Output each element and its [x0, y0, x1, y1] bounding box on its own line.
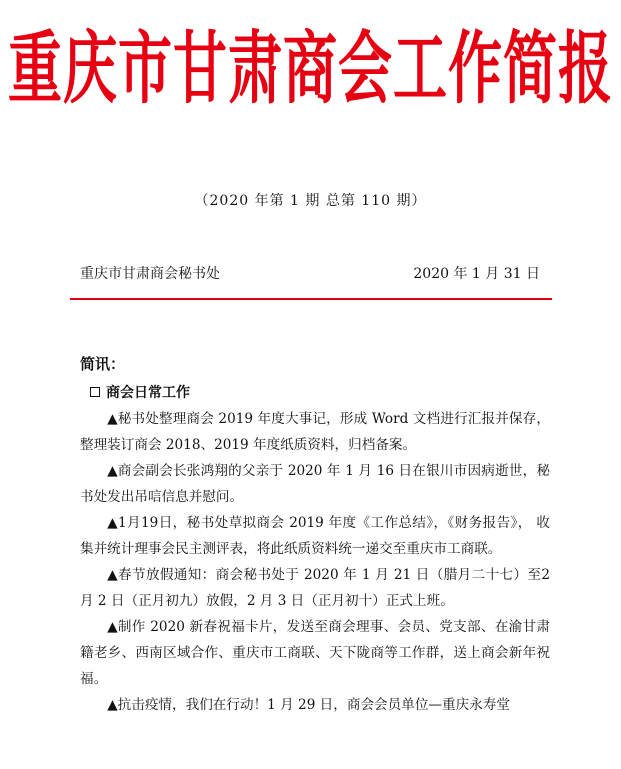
paragraph: ▲秘书处整理商会 2019 年度大事记，形成 Word 文档进行汇报并保存， 整理装订商会 2018、2019 年度纸质资料，归档备案。 [80, 411, 550, 453]
section-title: 商会日常工作 [106, 385, 190, 401]
paragraph: ▲抗击疫情，我们在行动！1 月 29 日，商会会员单位—重庆永寿堂 [107, 697, 510, 713]
paragraph: ▲制作 2020 新春祝福卡片，发送至商会理事、会员、党支部、在渝甘肃籍老乡、西南区域合作、重庆市工商联、天下陇商等工作群，送上商会新年祝福。 [80, 619, 550, 687]
issue-number: （2020 年第 1 期 总第 110 期） [194, 193, 427, 209]
issue-date: 2020 年 1 月 31 日 [413, 266, 540, 282]
meta-row [80, 263, 540, 283]
red-divider-line [70, 298, 552, 300]
paragraph: ▲商会副会长张鸿翔的父亲于 2020 年 1 月 16 日在银川市因病逝世，秘书处发出吊唁信息并慰问。 [80, 463, 550, 505]
paragraph: ▲1月19日，秘书处草拟商会 2019 年度《工作总结》，《财务报告》， 收集并统计理事会民主测评表，将此纸质资料统一递交至重庆市工商联。 [80, 515, 550, 557]
paragraph: ▲春节放假通知：商会秘书处于 2020 年 1 月 21 日（腊月二十七）至2月 2 日（正月初九）放假，2 月 3 日（正月初十）正式上班。 [80, 567, 550, 609]
checkbox-icon [90, 387, 100, 397]
body-text [80, 406, 550, 718]
masthead-title: 重庆市甘肃商会工作简报 [8, 22, 613, 115]
issuer-name: 重庆市甘肃商会秘书处 [80, 266, 220, 282]
brief-label: 简讯： [80, 355, 126, 373]
section-heading [90, 382, 560, 402]
